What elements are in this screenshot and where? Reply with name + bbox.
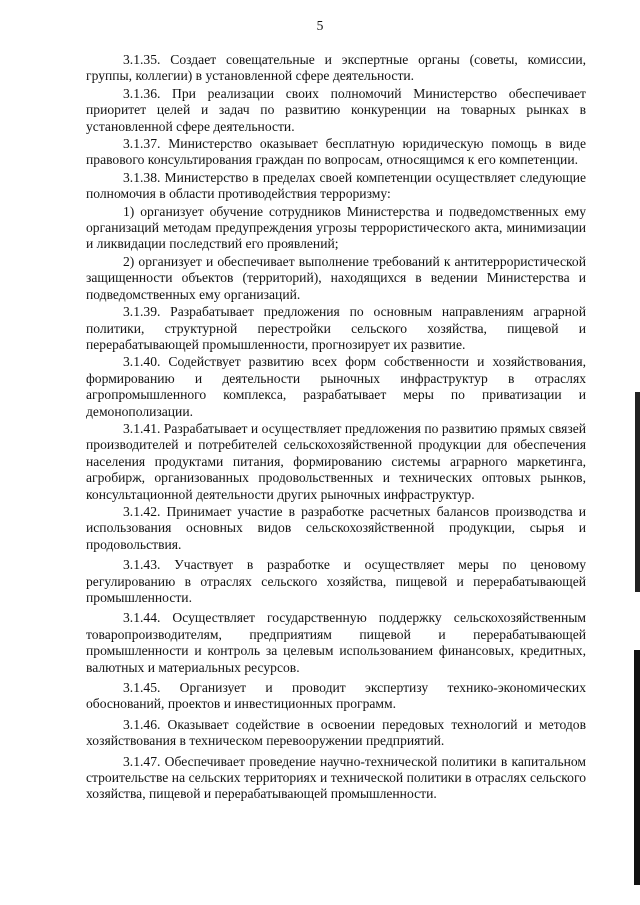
paragraph-3-1-41: 3.1.41. Разрабатывает и осуществляет предложения по развитию прямых связей производителей и потребителей сельскохозяйственной продукции для обеспечения населения продуктами питания, формированию системы аграрного маркетинга, агробирж, организованных продовольственных и технических оптовых рынков, консультационной деятельности других рыночных инфраструктур.	[86, 420, 586, 502]
paragraph-3-1-38: 3.1.38. Министерство в пределах своей компетенции осуществляет следующие полномочия в области противодействия терроризму:	[86, 169, 586, 202]
list-item-2: 2) организует и обеспечивает выполнение требований к антитеррористической защищенности объектов (территорий), находящихся в ведении Министерства и подведомственных ему организаций.	[86, 253, 586, 302]
document-body	[86, 52, 586, 804]
paragraph-3-1-36: 3.1.36. При реализации своих полномочий Министерство обеспечивает приоритет целей и задач по развитию конкуренции на товарных рынках в установленной сфере деятельности.	[86, 85, 586, 134]
scan-edge-mark-upper	[635, 392, 640, 592]
scan-edge-mark-lower	[634, 650, 640, 885]
paragraph-3-1-42: 3.1.42. Принимает участие в разработке расчетных балансов производства и использования основных видов сельскохозяйственной продукции, сырья и продовольствия.	[86, 503, 586, 552]
paragraph-3-1-40: 3.1.40. Содействует развитию всех форм собственности и хозяйствования, формированию и деятельности рыночных инфраструктур в отраслях агропромышленного комплекса, разрабатывает меры по приватизации и демонополизации.	[86, 354, 586, 419]
list-item-1: 1) организует обучение сотрудников Министерства и подведомственных ему организаций методам предупреждения угрозы террористического акта, минимизации и ликвидации последствий его проявлений;	[86, 203, 586, 252]
paragraph-3-1-45: 3.1.45. Организует и проводит экспертизу технико-экономических обоснований, проектов и инвестиционных программ.	[86, 680, 586, 712]
page-number: 5	[316, 18, 324, 33]
paragraph-3-1-39: 3.1.39. Разрабатывает предложения по основным направлениям аграрной политики, структурной перестройки сельского хозяйства, пищевой и перерабатывающей промышленности, прогнозирует их развитие.	[86, 304, 586, 352]
paragraph-3-1-37: 3.1.37. Министерство оказывает бесплатную юридическую помощь в виде правового консультирования граждан по вопросам, относящимся к его компетенции.	[86, 136, 586, 168]
paragraph-3-1-44: 3.1.44. Осуществляет государственную поддержку сельскохозяйственным товаропроизводителям, предприятиям пищевой и перерабатывающей промышленности и контроль за целевым использованием финансовых, кредитных, валютных и материальных ресурсов.	[86, 610, 586, 675]
paragraph-3-1-43: 3.1.43. Участвует в разработке и осуществляет меры по ценовому регулированию в отраслях сельского хозяйства, пищевой и перерабатывающей промышленности.	[86, 557, 586, 605]
paragraph-3-1-47: 3.1.47. Обеспечивает проведение научно-технической политики в капитальном строительстве на сельских территориях и технической политики в отраслях сельского хозяйства, пищевой и перерабатывающей промышленности.	[86, 753, 586, 802]
paragraph-3-1-35: 3.1.35. Создает совещательные и экспертные органы (советы, комиссии, группы, коллегии) в установленной сфере деятельности.	[86, 52, 586, 84]
paragraph-3-1-46: 3.1.46. Оказывает содействие в освоении передовых технологий и методов хозяйствования в техническом перевооружении предприятий.	[86, 716, 586, 749]
